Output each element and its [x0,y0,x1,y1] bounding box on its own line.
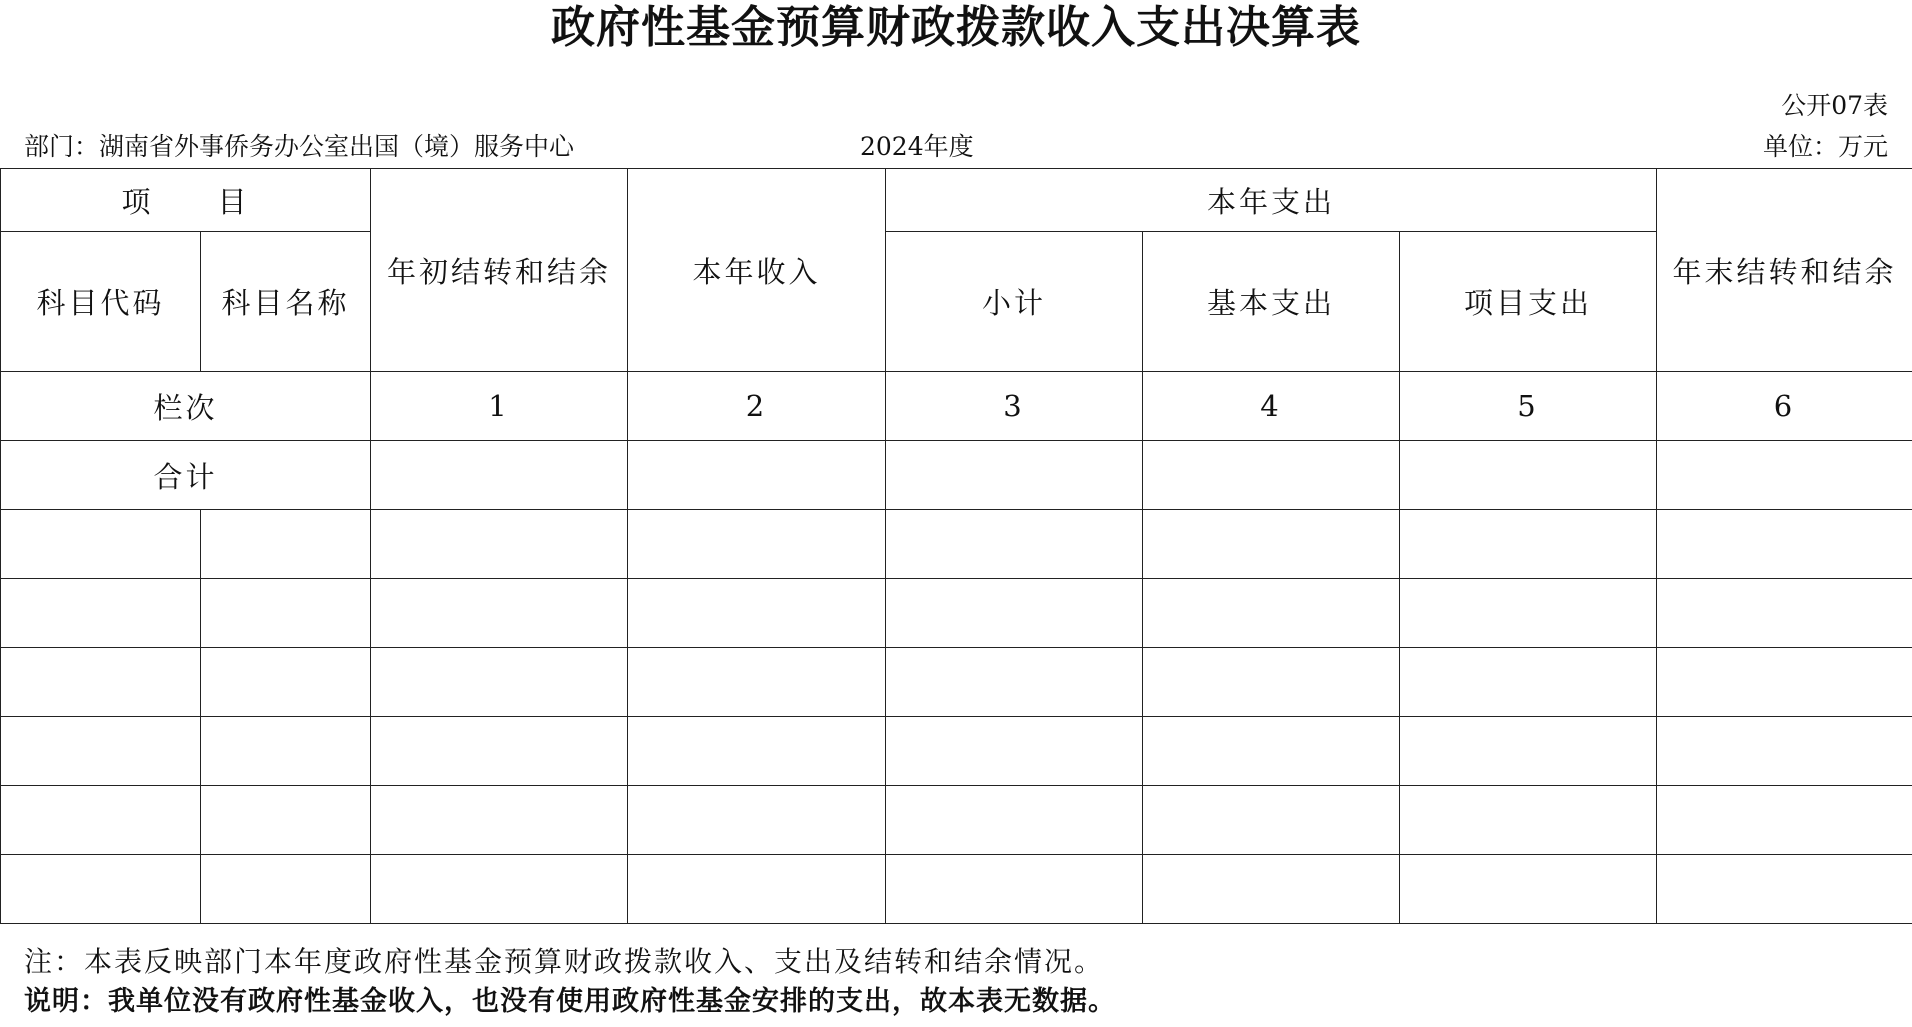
empty-cell [1657,579,1912,648]
column-number: 6 [1657,372,1912,441]
empty-cell [886,579,1143,648]
header-opening-balance: 年初结转和结余 [371,169,628,372]
empty-cell [371,648,628,717]
empty-cell [1657,510,1912,579]
empty-cell [1,510,201,579]
header-item: 项 目 [1,169,371,232]
empty-cell [886,648,1143,717]
empty-cell [1143,579,1400,648]
table-note: 注：本表反映部门本年度政府性基金预算财政拨款收入、支出及结转和结余情况。 [24,945,1105,978]
empty-cell [628,717,886,786]
fiscal-year: 2024年度 [860,132,974,161]
empty-cell [201,786,371,855]
table-row [1,579,1912,648]
empty-cell [201,510,371,579]
total-cell [371,441,628,510]
empty-cell [628,579,886,648]
empty-cell [1400,855,1657,924]
column-number: 5 [1400,372,1657,441]
table-row [1,855,1912,924]
empty-cell [1657,717,1912,786]
total-cell [628,441,886,510]
empty-cell [201,855,371,924]
empty-cell [1143,855,1400,924]
empty-cell [1657,786,1912,855]
header-subject-name: 科目名称 [201,232,371,372]
empty-cell [1,648,201,717]
empty-cell [1,717,201,786]
empty-cell [1400,648,1657,717]
empty-cell [886,717,1143,786]
table-explanation: 说明：我单位没有政府性基金收入，也没有使用政府性基金安排的支出，故本表无数据。 [24,986,1116,1017]
total-cell [1143,441,1400,510]
empty-cell [371,855,628,924]
total-cell [1400,441,1657,510]
column-number-label: 栏次 [1,372,371,441]
empty-cell [371,786,628,855]
form-number: 公开07表 [1781,91,1888,120]
header-subject-code: 科目代码 [1,232,201,372]
table-row [1,510,1912,579]
total-cell [1657,441,1912,510]
header-subtotal: 小计 [886,232,1143,372]
empty-cell [886,786,1143,855]
empty-cell [1400,579,1657,648]
unit-label: 单位：万元 [1762,132,1888,161]
empty-cell [201,579,371,648]
empty-cell [1400,786,1657,855]
empty-cell [201,648,371,717]
header-basic-expenditure: 基本支出 [1143,232,1400,372]
empty-cell [371,717,628,786]
empty-cell [1657,855,1912,924]
empty-cell [886,510,1143,579]
notes-section [24,942,1116,1022]
empty-cell [1400,717,1657,786]
empty-cell [1143,510,1400,579]
table-row [1,648,1912,717]
table-row [1,786,1912,855]
empty-cell [628,510,886,579]
column-number: 2 [628,372,886,441]
empty-cell [1143,786,1400,855]
empty-cell [201,717,371,786]
empty-cell [1143,648,1400,717]
empty-cell [371,579,628,648]
column-number: 3 [886,372,1143,441]
empty-cell [1,579,201,648]
total-cell [886,441,1143,510]
empty-cell [1657,648,1912,717]
department-label: 部门：湖南省外事侨务办公室出国（境）服务中心 [24,132,575,161]
header-project-expenditure: 项目支出 [1400,232,1657,372]
total-label: 合计 [1,441,371,510]
empty-cell [1,855,201,924]
empty-cell [371,510,628,579]
header-current-income: 本年收入 [628,169,886,372]
column-number: 4 [1143,372,1400,441]
empty-cell [886,855,1143,924]
empty-cell [628,855,886,924]
empty-cell [628,786,886,855]
empty-cell [1400,510,1657,579]
header-current-expenditure: 本年支出 [886,169,1657,232]
empty-cell [1,786,201,855]
header-closing-balance: 年末结转和结余 [1657,169,1912,372]
column-number: 1 [371,372,628,441]
page-title: 政府性基金预算财政拨款收入支出决算表 [551,2,1361,53]
empty-cell [628,648,886,717]
table-row [1,717,1912,786]
budget-table [0,168,1912,924]
empty-cell [1143,717,1400,786]
